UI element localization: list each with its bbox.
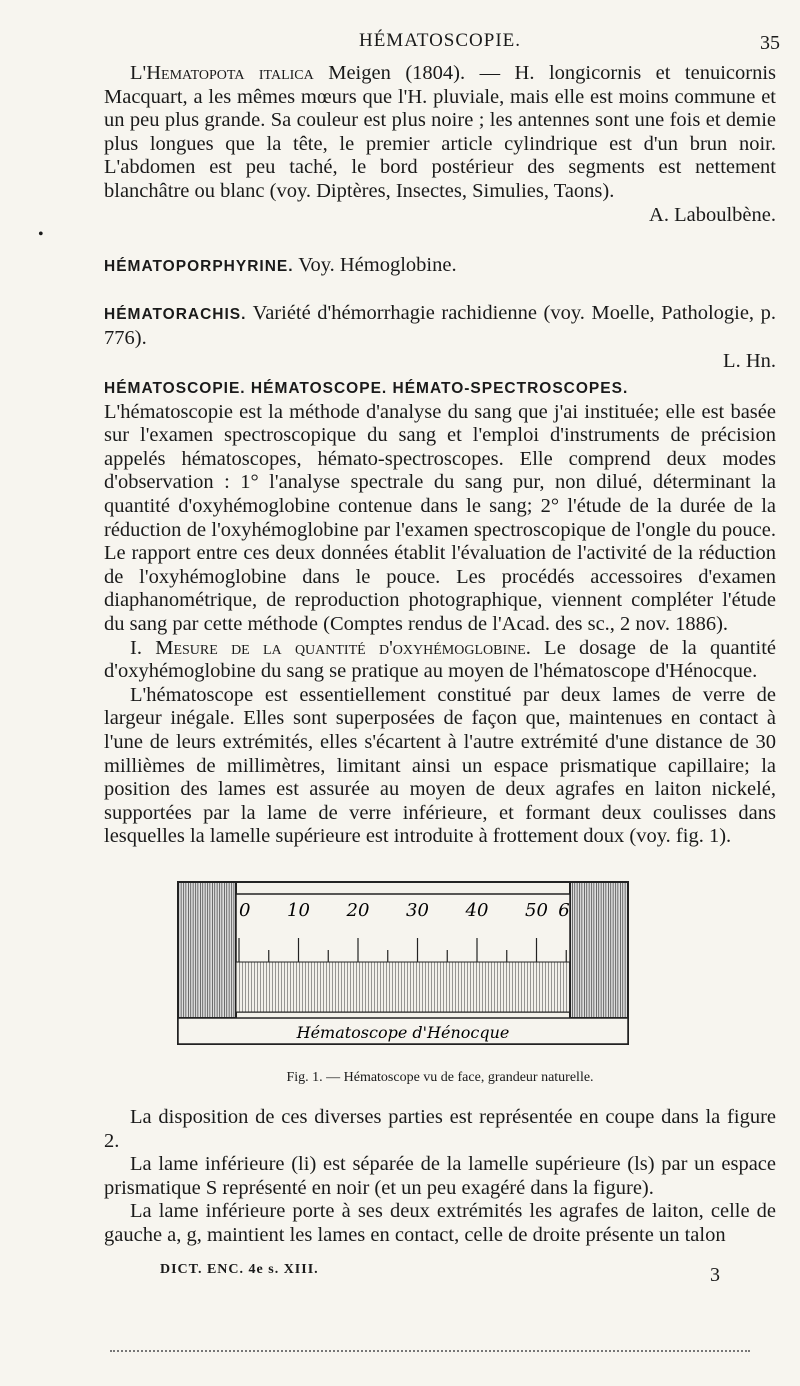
margin-mark: • [38, 226, 44, 243]
entry-text: Variété d'hémorrhagie rachidienne (voy. Moelle, Pathologie, p. 776). [104, 302, 776, 349]
figure-caption: Fig. 1. — Hématoscope vu de face, grandeur naturelle. [286, 1070, 594, 1085]
paragraph: Le dosage de la quantité d'oxyhémoglobine du sang se pratique au moyen de l'hématoscope d'Hénocque. [104, 636, 776, 683]
entry-signature: A. Laboulbène. [649, 203, 776, 226]
hematoscope-illustration [176, 880, 631, 1050]
paragraph: La disposition de ces diverses parties est représentée en coupe dans la figure 2. [104, 1106, 776, 1152]
entry-signature: L. Hn. [723, 350, 776, 373]
entry-heading: HÉMATOPORPHYRINE. [104, 258, 294, 275]
bottom-dotted-rule [110, 1350, 750, 1352]
entry-heading: HÉMATORACHIS. [104, 306, 247, 323]
scale-label: 50 [525, 900, 548, 921]
page-header [100, 30, 780, 56]
page-footer [160, 1262, 720, 1286]
paragraph: La lame inférieure (li) est séparée de la lamelle supérieure (ls) par un espace prismatique S représenté en noir (et un peu exagéré dans la figure). [104, 1153, 776, 1199]
hematoscope-figure [176, 880, 631, 1050]
paragraph: L'hématoscopie est la méthode d'analyse du sang que j'ai instituée; elle est basée sur l'examen spectroscopique du sang et l'emploi d'instruments de précision appelés hématoscopes, hémato-spectroscopes. Elle comprend deux modes d'observation : 1° l'analyse spectrale du sang pur, non dilué, déterminant la quantité d'oxyhémoglobine contenue dans le sang; 2° l'étude de la durée de la réduction de l'oxyhémoglobine par l'examen spectroscopique de l'ongle du pouce. Le rapport entre ces deux données établit l'évaluation de l'activité de la réduction de l'oxyhémoglobine dans le pouce. Les procédés accessoires d'examen diaphanométrique, de reproduction photographique, viennent compléter l'étude du sang par cette méthode (Comptes rendus de l'Acad. des sc., 2 nov. 1886). [104, 400, 776, 635]
entry-hematopota [104, 62, 776, 227]
sheet-number: 3 [710, 1264, 720, 1286]
glass-hatching [236, 962, 570, 1012]
paragraph: L'hématoscope est essentiellement constitué par deux lames de verre de largeur inégale. Elles sont superposées de façon que, maintenues en contact à l'une de leurs extrémités, elles s'écartent à l'autre extrémité d'une distance de 30 millièmes de millimètres, limitant ainsi un espace prismatique capillaire; la position des lames est assurée au moyen de deux agrafes en laiton nickelé, supportées par la lame de verre inférieure, et formant deux coulisses dans lesquelles la lamelle supérieure est introduite à frottement doux (voy. fig. 1). [104, 683, 776, 848]
scale-label: 10 [287, 900, 310, 921]
scale-label: 6 [558, 900, 570, 921]
engraved-inscription: Hématoscope d'Hénocque [296, 1023, 510, 1042]
page-number: 35 [760, 32, 780, 54]
signature-mark: DICT. ENC. 4e s. XIII. [160, 1262, 319, 1277]
left-clip [178, 882, 236, 1018]
scale-label: 20 [346, 900, 370, 921]
running-title: HÉMATOSCOPIE. [358, 30, 522, 51]
entry-hematoporphyrine [104, 254, 776, 279]
entry-hematorachis [104, 302, 776, 374]
paragraph: La lame inférieure porte à ses deux extrémités les agrafes de laiton, celle de gauche a, g, maintient les lames en contact, celle de droite présente un talon [104, 1200, 776, 1246]
entry-text: Voy. Hémoglobine. [293, 254, 457, 276]
entry-hematoscopie [104, 376, 776, 849]
scale-label: 0 [239, 900, 251, 921]
section-lead: I. Mesure de la quantité d'oxyhémoglobine. [130, 636, 531, 659]
after-figure-text [104, 1106, 776, 1248]
entry-lead: L'Hematopota italica [130, 62, 314, 84]
entry-text: Meigen (1804). — H. longicornis et tenuicornis Macquart, a les mêmes mœurs que l'H. pluviale, mais elle est moins commune et un peu plus grande. Sa couleur est plus noire ; les antennes sont une fois et demie plus longues que la tête, le premier article cylindrique est d'un brun noir. L'abdomen est peu taché, le bord postérieur des segments est nettement blanchâtre ou blanc (voy. Diptères, Insectes, Simulies, Taons). [104, 62, 776, 202]
scale-label: 30 [406, 900, 429, 921]
scale-label: 40 [465, 900, 489, 921]
entry-heading: HÉMATOSCOPIE. HÉMATOSCOPE. HÉMATO-SPECTROSCOPES. [104, 380, 629, 397]
right-clip [570, 882, 628, 1018]
